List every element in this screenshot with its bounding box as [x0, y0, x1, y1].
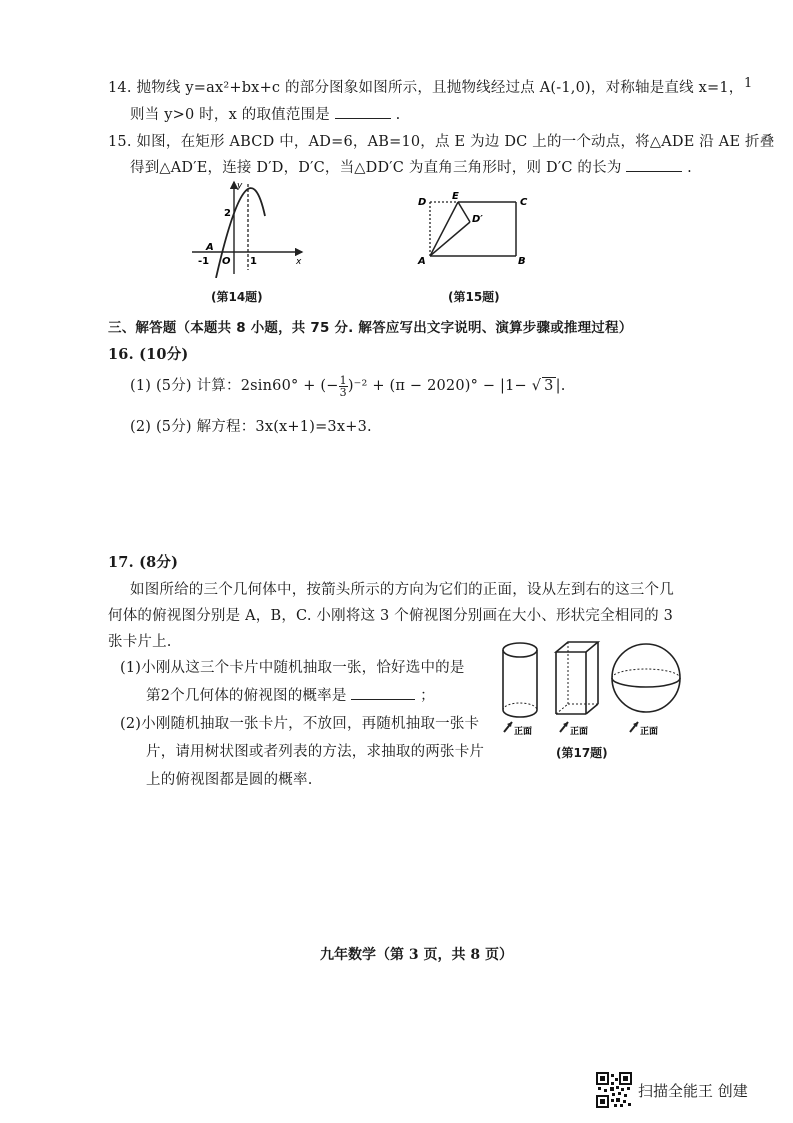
q17-intro-line1: 如图所给的三个几何体中，按箭头所示的方向为它们的正面，设从左到右的这三个几 [130, 582, 674, 598]
label-O: O [222, 256, 231, 267]
label-A: A [418, 256, 426, 267]
cylinder-solid [503, 643, 537, 717]
q17-intro-line2: 何体的俯视图分别是 A，B，C. 小刚将这 3 个俯视图分别画在大小、形状完全相同的 3 [108, 608, 674, 624]
sqrt-symbol: √ [531, 378, 542, 394]
page-mark: 1 [744, 76, 753, 91]
q14-line2 [130, 103, 400, 124]
q15-line2 [130, 156, 692, 177]
label-one: 1 [250, 256, 257, 267]
q14-line1: 14. 抛物线 y=ax²+bx+c 的部分图象如图所示，且抛物线经过点 A(-1,0)，对称轴是直线 x=1， [108, 80, 744, 96]
qr-code-icon [596, 1072, 632, 1108]
figure-15-caption: (第15题) [448, 290, 500, 304]
q16-part1-post: |. [555, 378, 566, 394]
label-Dprime: D′ [472, 214, 483, 225]
prism-solid [556, 642, 598, 714]
front-label-1: 正面 [514, 727, 533, 737]
fraction-numerator: 1 [339, 373, 347, 387]
q14-line2-end: . [395, 107, 401, 123]
sphere-arrow [630, 722, 638, 732]
segment-AD [430, 222, 470, 256]
fraction-one-third [339, 375, 348, 398]
q14-answer-blank [335, 106, 391, 119]
label-x: x [296, 257, 302, 267]
label-D: D [418, 197, 427, 208]
sqrt-radicand: 3 [544, 378, 554, 394]
q17-sub1-line1: (1)小刚从这三个卡片中随机抽取一张，恰好选中的是 [120, 660, 465, 676]
q15-answer-blank [626, 159, 682, 172]
q15-line2-end: . [687, 160, 692, 176]
scanner-watermark: 扫描全能王 创建 [638, 1082, 748, 1100]
q16-part1 [130, 374, 566, 398]
label-y: y [237, 181, 243, 191]
q17-intro-line3: 张卡片上. [108, 634, 172, 650]
figure-14-caption: (第14题) [211, 290, 263, 304]
figure-14-parabola [190, 178, 310, 278]
q16-part2: (2) (5分) 解方程：3x(x+1)=3x+3. [130, 419, 372, 435]
q17-sub2-line2: 片，请用树状图或者列表的方法，求抽取的两张卡片 [146, 744, 485, 760]
q15-line1: 15. 如图，在矩形 ABCD 中，AD=6，AB=10，点 E 为边 DC 上的一个动点，将△ADE 沿 AE 折叠 [108, 134, 775, 150]
front-label-3: 正面 [640, 727, 659, 737]
label-C: C [520, 197, 528, 208]
q17-sub2-line1: (2)小刚随机抽取一张卡片，不放回，再随机抽取一张卡 [120, 716, 480, 732]
fraction-denominator: 3 [339, 385, 347, 399]
q17-heading: 17. (8分) [108, 554, 179, 571]
q16-heading: 16. (10分) [108, 346, 189, 363]
q15-line2-text: 得到△AD′E，连接 D′D，D′C，当△DD′C 为直角三角形时，则 D′C 的长为 [130, 160, 622, 176]
label-two: 2 [224, 208, 231, 219]
q17-sub1-line2 [146, 684, 435, 705]
q16-part1-mid: )⁻² + (π − 2020)° − |1− [347, 378, 532, 394]
q14-line2-text: 则当 y>0 时，x 的取值范围是 [130, 107, 330, 123]
sphere-solid [612, 644, 680, 712]
figure-17-solids [490, 636, 700, 740]
figure-15-rectangle [412, 190, 542, 270]
label-A: A [206, 242, 214, 253]
q17-answer-blank [351, 687, 415, 700]
segment-AE [430, 202, 458, 256]
q17-sub2-line3: 上的俯视图都是圆的概率. [146, 772, 313, 788]
q16-part1-pre: (1) (5分) 计算：2sin60° + (− [130, 378, 339, 394]
page-footer: 九年数学（第 3 页，共 8 页） [320, 947, 513, 963]
label-B: B [518, 256, 526, 267]
segment-ED [458, 202, 470, 222]
section-3-heading: 三、解答题（本题共 8 小题，共 75 分. 解答应写出文字说明、演算步骤或推理过程） [108, 320, 633, 336]
cylinder-arrow [504, 722, 512, 732]
figure-17-caption: (第17题) [556, 746, 608, 760]
q17-sub1-end: ； [420, 688, 435, 704]
prism-arrow [560, 722, 568, 732]
label-neg1: -1 [198, 256, 210, 267]
q17-sub1-text: 第2个几何体的俯视图的概率是 [146, 688, 347, 704]
front-label-2: 正面 [570, 727, 589, 737]
label-E: E [452, 191, 459, 202]
